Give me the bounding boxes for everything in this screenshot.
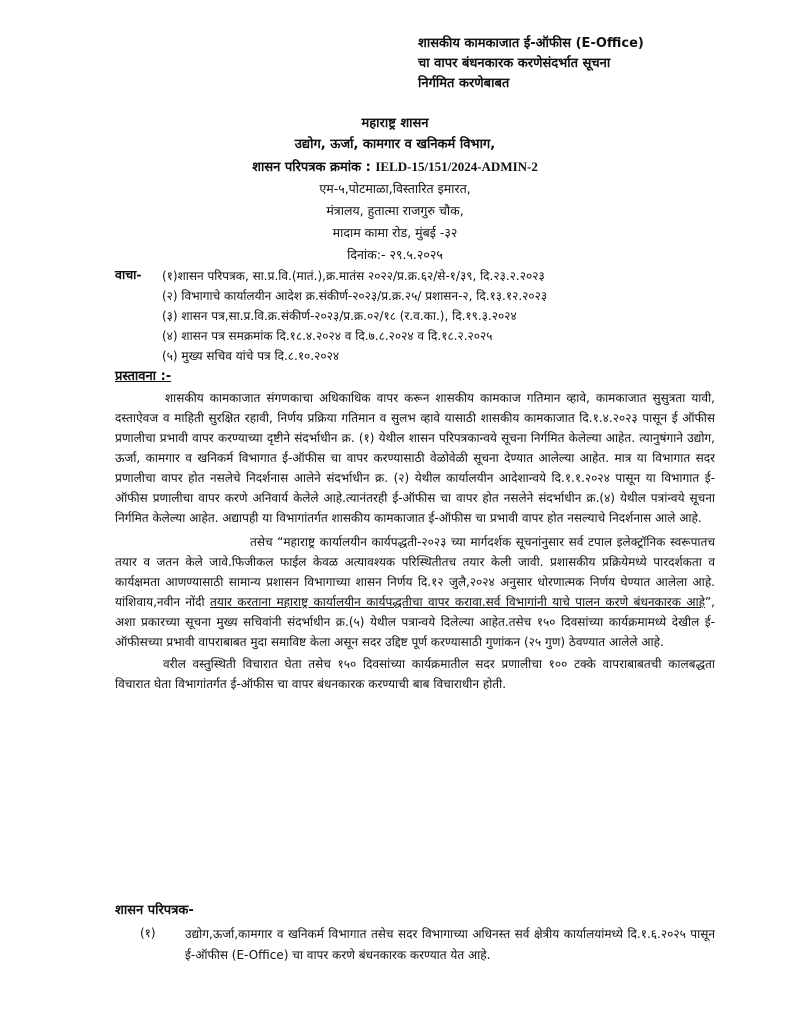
reference-item: (३) शासन पत्र,सा.प्र.वि.क्र.संकीर्ण-२०२३/प्र.क्र.०२/१८ (र.व.का.), दि.१९.३.२०२४ <box>162 309 517 323</box>
para2-text-before: तसेच “महाराष्ट्र कार्यालयीन कार्यपद्धती-२०२३ च्या मार्गदर्शक सूचनांनुसार सर्व टपाल इलेक्ट्रॉनिक स्वरूपातच तयार व जतन केले जावे.फिजीकल फाईल केवळ अत्यावश्यक परिस्थितीतच तयार केली जावी. प्रशासकीय प्रक्रियेमध्ये पारदर्शकता व कार्यक्षमता आणण्यासाठी सामान्य प्रशासन विभागाच्या शासन निर्णय दि.१२ जुलै,२०२४ अनुसार धोरणात्मक निर्णय घेण्यात आलेला आहे. यांशिवाय,नवीन नोंदी <box>115 535 715 609</box>
para2-underlined-text: तयार करताना महाराष्ट्र कार्यालयीन कार्यपद्धतीचा वापर करावा.सर्व विभागांनी याचे पालन करणे बंधनकारक आहे <box>210 595 705 609</box>
preamble-body <box>115 388 715 694</box>
preamble-paragraph-1: शासकीय कामकाजात संगणकाचा अधिकाधिक वापर करून शासकीय कामकाज गतिमान व्हावे, कामकाजात सुसुत्रता यावी, दस्ताऐवज व माहिती सुरक्षित रहावी, निर्णय प्रक्रिया गतिमान व सुलभ व्हावे यासाठी शासकीय कामकाजात दि.१.४.२०२३ पासून ई ऑफीस प्रणालीचा प्रभावी वापर करण्याच्या दृष्टीने संदर्भाधीन क्र. (१) येथील शासन परिपत्रकान्वये सूचना निर्गमित केलेल्या आहेत. त्यानुषंगाने उद्योग, ऊर्जा, कामगार व खनिकर्म विभागात ई-ऑफीस चा वापर करण्यासाठी वेळोवेळी सूचना देण्यात आलेल्या आहेत. मात्र या विभागात सदर प्रणालीचा वापर होत नसलेचे निदर्शनास आलेने संदर्भाधीन क्र. (२) येथील कार्यालयीन आदेशान्वये दि.१.१.२०२४ पासून या विभागात ई-ऑफीस प्रणालीचा वापर करणे अनिवार्य केलेले आहे.त्यानंतरही ई-ऑफीस चा वापर होत नसलेने संदर्भाधीन क्र.(४) येथील पत्रांन्वये सूचना निर्गमित केलेल्या आहेत. अद्यापही या विभागांतर्गत शासकीय कामकाजात ई-ऑफीस चा प्रभावी वापर होत नसल्याचे निदर्शनास आले आहे. <box>115 391 715 525</box>
reference-item: (२) विभागाचे कार्यालयीन आदेश क्र.संकीर्ण-२०२३/प्र.क्र.२५/ प्रशासन-२, दि.१३.१२.२०२३ <box>162 289 548 303</box>
subject-line-3: निर्गमित करणेबाबत <box>418 76 510 91</box>
address-line-3: मादाम कामा रोड, मुंबई -३२ <box>332 225 458 240</box>
circular-item-number: (१) <box>140 926 156 940</box>
reference-item: (१)शासन परिपत्रक, सा.प्र.वि.(मातं.),क्र.मातंस २०२२/प्र.क्र.६२/से-१/३९, दि.२३.२.२०२३ <box>162 269 545 283</box>
preamble-paragraph-3: वरील वस्तुस्थिती विचारात घेता तसेच १५० दिवसांच्या कार्यक्रमातील सदर प्रणालीचा १०० टक्के वापराबाबतची कालबद्धता विचारात घेता विभागांतर्गत ई-ऑफीस चा वापर बंधनकारक करण्याची बाब विचाराधीन होती. <box>115 657 715 691</box>
reference-item: (५) मुख्य सचिव यांचे पत्र दि.८.१०.२०२४ <box>162 349 340 363</box>
circular-prefix: शासन परिपत्रक क्रमांक : <box>252 160 371 175</box>
circular-number <box>200 157 590 175</box>
circular-heading: शासन परिपत्रक- <box>115 903 194 918</box>
subject-line-1: शासकीय कामकाजात ई-ऑफीस (E-Office) <box>418 36 644 51</box>
circular-id: IELD-15/151/2024-ADMIN-2 <box>375 159 538 174</box>
subject-line-2: चा वापर बंधनकारक करणेसंदर्भात सूचना <box>418 56 611 71</box>
department-name: उद्योग, ऊर्जा, कामगार व खनिकर्म विभाग, <box>294 137 496 152</box>
preamble-heading: प्रस्तावना :- <box>115 369 172 384</box>
date-line: दिनांक:- २९.५.२०२५ <box>347 247 443 262</box>
circular-item-text: उद्योग,ऊर्जा,कामगार व खनिकर्म विभागात तसेच सदर विभागाच्या अधिनस्त सर्व क्षेत्रीय कार्यालयांमध्ये दि.१.६.२०२५ पासून ई-ऑफीस (E-Office) चा वापर करणे बंधनकारक करण्यात येत आहे. <box>185 927 715 962</box>
subject-block <box>418 34 748 94</box>
references-label: वाचा- <box>115 267 142 282</box>
para2-text-after: ”, अशा प्रकारच्या सूचना मुख्य सचिवांनी संदर्भाधीन क्र.(५) येथील पत्रान्वये दिलेल्या आहेत.तसेच १५० दिवसांच्या कार्यक्रमामध्ये देखील ई-ऑफीसच्या प्रभावी वापराबाबत मुदा समाविष्ट केला असून सदर उद्दिष्ट पूर्ण करण्यासाठी गुणांकन (२५ गुण) ठेवण्यात आलेले आहे. <box>115 595 715 649</box>
preamble-paragraph-2 <box>115 532 715 652</box>
address-line-1: एम-५,पोटमाळा,विस्तारित इमारत, <box>319 181 471 196</box>
government-name: महाराष्ट्र शासन <box>361 116 429 131</box>
address-line-2: मंत्रालय, हुतात्मा राजगुरु चौक, <box>326 203 464 218</box>
references-list <box>162 266 547 366</box>
reference-item: (४) शासन पत्र समक्रमांक दि.१८.४.२०२४ व दि.७.८.२०२४ व दि.१८.२.२०२५ <box>162 329 493 343</box>
